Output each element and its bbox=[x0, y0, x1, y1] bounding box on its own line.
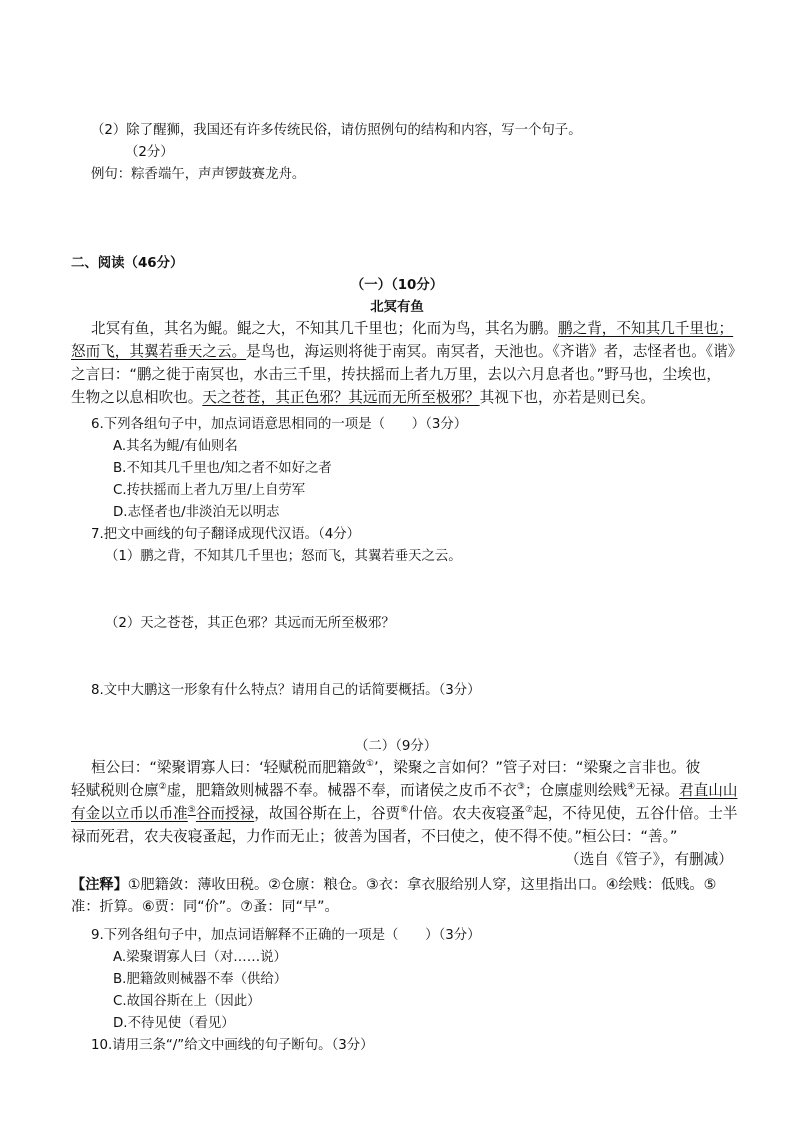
q6-option-d: D.志怪者也/非淡泊无以明志 bbox=[113, 505, 280, 520]
passage2-text: 虚，肥籍敛则械器不奉。械器不奉，而诸侯之皮币不衣 bbox=[166, 782, 517, 799]
passage1-line1 bbox=[91, 318, 751, 341]
notes-line1 bbox=[71, 874, 731, 896]
question-prev-score: （2分） bbox=[125, 145, 174, 160]
underlined-sentence-1a: 鹏之背，不知其几千里也； bbox=[558, 320, 734, 337]
passage2-text: 什倍。农夫夜寝蚤 bbox=[408, 805, 526, 822]
part1-title: （一）（10分） bbox=[350, 278, 444, 293]
q7-sentence-1: （1）鹏之背，不知其几千里也；怒而飞，其翼若垂天之云。 bbox=[105, 549, 462, 564]
passage1-text: 其视下也，亦若是则已矣。 bbox=[479, 389, 655, 406]
underlined-sentence-2: 天之苍苍，其正色邪？其远而无所至极邪？ bbox=[202, 389, 480, 406]
note-marker: ④ bbox=[627, 782, 636, 793]
passage1-text: 生物之以息相吹也。 bbox=[71, 389, 203, 406]
passage2-text: 桓公曰：“梁聚谓寡人曰：‘轻赋税而肥籍敛 bbox=[91, 759, 366, 776]
note-marker: ⑦ bbox=[525, 805, 534, 816]
underlined-sentence-3b: 有金以立币以币准 bbox=[71, 805, 188, 822]
section-heading: 二、阅读（46分） bbox=[71, 256, 184, 271]
q7-sentence-2: （2）天之苍苍，其正色邪？其远而无所至极邪？ bbox=[105, 616, 395, 631]
passage2-line3 bbox=[71, 803, 738, 826]
q6-option-c: C.抟扶摇而上者九万里/上自劳军 bbox=[113, 483, 306, 498]
passage1-text: 是鸟也，海运则将徙于南冥。南冥者，天池也。《齐谐》者，志怪者也。《谐》 bbox=[246, 343, 743, 360]
passage2-text: 起，不待见使，五谷什倍。士半 bbox=[533, 805, 738, 822]
q10-stem: 10.请用三条“/”给文中画线的句子断句。（3分） bbox=[91, 1038, 374, 1053]
q6-option-b: B.不知其几千里也/知之者不如好之者 bbox=[113, 461, 332, 476]
underlined-sentence-3a: 君直山山 bbox=[679, 782, 738, 799]
passage2-text: ’，梁聚之言如何？”管子对曰：“梁聚之言非也。彼 bbox=[373, 759, 701, 776]
question-prev-example: 例句：粽香端午，声声锣鼓赛龙舟。 bbox=[91, 167, 306, 182]
passage2-line4: 禄而死君，农夫夜寝蚤起，力作而无止；彼善为国者，不曰使之，使不得不使。”桓公曰：“善。” bbox=[71, 828, 678, 845]
passage2-line1 bbox=[91, 757, 751, 780]
note-marker: ② bbox=[158, 782, 167, 793]
note-marker: ③ bbox=[516, 782, 525, 793]
notes-line2: 准：折算。⑥贾：同“价”。⑦蚤：同“早”。 bbox=[71, 899, 339, 915]
passage1-line3: 之言曰：“鹏之徙于南冥也，水击三千里，抟扶摇而上者九万里，去以六月息者也。”野马也，尘埃也， bbox=[71, 366, 721, 383]
part2-title: （二）（9分） bbox=[355, 739, 438, 754]
passage1-text: 北冥有鱼，其名为鲲。鲲之大，不知其几千里也；化而为鸟，其名为鹏。 bbox=[91, 320, 559, 337]
q6-stem: 6.下列各组句子中，加点词语意思相同的一项是（ ）（3分） bbox=[91, 417, 468, 432]
q9-option-b: B.肥籍敛则械器不奉（供给） bbox=[113, 972, 288, 987]
q9-option-c: C.故国谷斯在上（因此） bbox=[113, 994, 261, 1009]
note-marker: ① bbox=[365, 759, 374, 770]
passage2-text: 无禄。 bbox=[635, 782, 680, 799]
note-marker: ⑤ bbox=[187, 805, 196, 816]
passage1-line4 bbox=[71, 387, 731, 410]
underlined-sentence-3c: 谷而授禄 bbox=[195, 805, 255, 822]
q6-option-a: A.其名为鲲/有仙则名 bbox=[113, 439, 238, 454]
q7-stem: 7.把文中画线的句子翻译成现代汉语。（4分） bbox=[91, 527, 361, 542]
question-prev-line1: （2）除了醒狮，我国还有许多传统民俗，请仿照例句的结构和内容，写一个句子。 bbox=[91, 123, 582, 138]
passage2-line2 bbox=[71, 780, 738, 803]
passage2-text: 轻赋税则仓廪 bbox=[71, 782, 159, 799]
q9-option-d: D.不待见使（看见） bbox=[113, 1016, 235, 1031]
passage2-source: （选自《管子》，有删减） bbox=[565, 851, 733, 868]
passage1-title: 北冥有鱼 bbox=[370, 300, 424, 315]
q9-option-a: A.梁聚谓寡人曰（对……说） bbox=[113, 950, 287, 965]
passage1-line2 bbox=[71, 341, 743, 364]
passage2-text: ，故国谷斯在上，谷贾 bbox=[254, 805, 401, 822]
underlined-sentence-1b: 怒而飞，其翼若垂天之云。 bbox=[71, 343, 247, 360]
passage2-text: ；仓廪虚则绘贱 bbox=[525, 782, 628, 799]
notes-text: ①肥籍敛：薄收田税。②仓廪：粮仓。③衣：拿衣服给别人穿，这里指出口。④绘贱：低贱。⑤ bbox=[127, 877, 717, 893]
notes-label: 【注释】 bbox=[71, 877, 128, 893]
q8-stem: 8.文中大鹏这一形象有什么特点？请用自己的话简要概括。（3分） bbox=[91, 683, 481, 698]
q9-stem: 9.下列各组句子中，加点词语解释不正确的一项是（ ）（3分） bbox=[91, 928, 481, 943]
note-marker: ⑥ bbox=[400, 805, 409, 816]
